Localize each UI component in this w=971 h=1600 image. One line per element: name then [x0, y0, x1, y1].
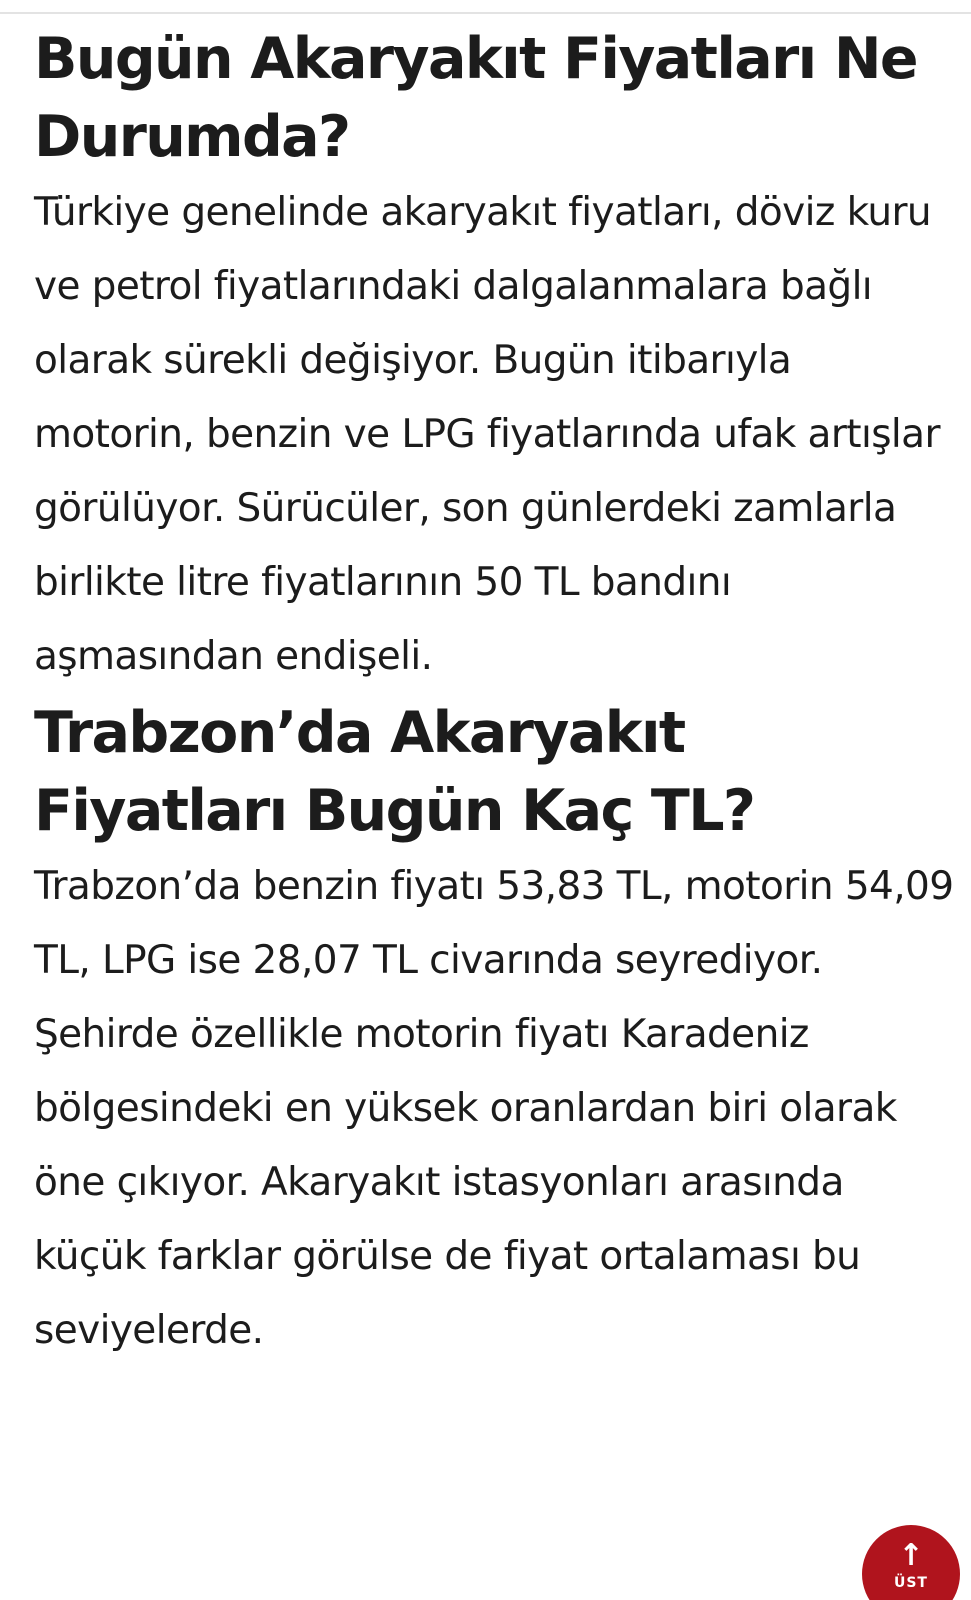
scroll-to-top-label: ÜST — [893, 1575, 928, 1591]
section-fuel-prices-overview — [34, 20, 954, 694]
top-divider — [0, 12, 971, 14]
article-content — [34, 20, 954, 1368]
section-paragraph: Trabzon’da benzin fiyatı 53,83 TL, motorin 54,09 TL, LPG ise 28,07 TL civarında seyrediyor. Şehirde özellikle motorin fiyatı Karadeniz bölgesindeki en yüksek oranlardan biri olarak öne çıkıyor. Akaryakıt istasyonları arasında küçük farklar görülse de fiyat ortalaması bu seviyelerde. — [34, 864, 954, 1353]
section-trabzon-fuel-prices — [34, 694, 954, 1368]
section-heading: Bugün Akaryakıt Fiyatları Ne Durumda? — [34, 26, 917, 170]
arrow-up-icon: ↑ — [898, 1538, 924, 1573]
section-heading: Trabzon’da Akaryakıt Fiyatları Bugün Kaç TL? — [34, 700, 755, 844]
section-paragraph: Türkiye genelinde akaryakıt fiyatları, döviz kuru ve petrol fiyatlarındaki dalgalanmalara bağlı olarak sürekli değişiyor. Bugün itibarıyla motorin, benzin ve LPG fiyatlarında ufak artışlar görülüyor. Sürücüler, son günlerdeki zamlarla birlikte litre fiyatlarının 50 TL bandını aşmasından endişeli. — [34, 190, 940, 679]
scroll-to-top-button[interactable] — [862, 1525, 960, 1600]
